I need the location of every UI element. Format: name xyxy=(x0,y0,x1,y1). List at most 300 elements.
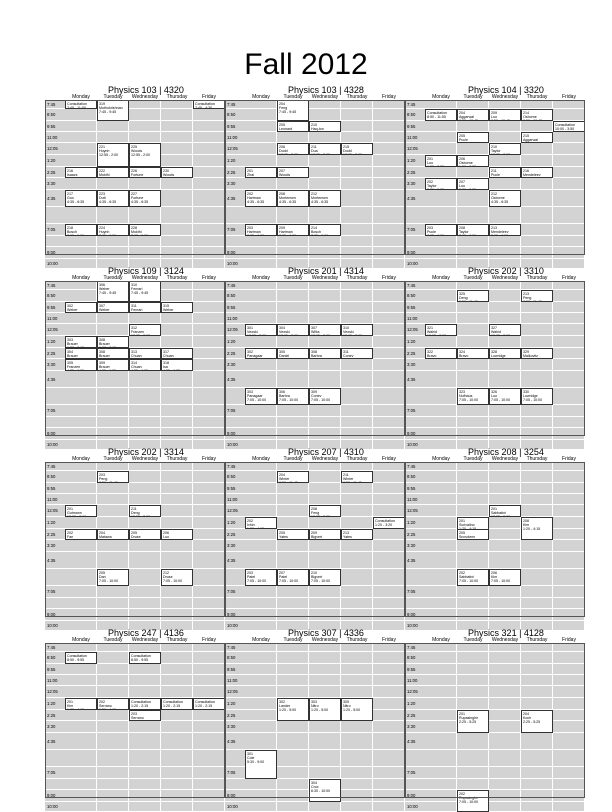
class-block[interactable] xyxy=(129,348,161,359)
slot-cell xyxy=(373,417,405,428)
class-block[interactable] xyxy=(489,569,521,586)
class-block[interactable] xyxy=(65,167,97,178)
slot-cell xyxy=(425,686,457,698)
class-instructor: Bigvert xyxy=(311,574,323,579)
slot-cell xyxy=(341,359,373,371)
class-block[interactable] xyxy=(521,167,553,178)
class-block[interactable] xyxy=(245,750,277,779)
class-block[interactable] xyxy=(161,698,193,710)
time-label: 7:45 xyxy=(47,645,56,650)
slot-cell xyxy=(553,598,585,609)
slot-cell xyxy=(245,540,277,552)
time-label: 7:05 xyxy=(407,227,416,232)
day-header: Friday xyxy=(382,456,396,462)
class-time: 8:50 - 10:45 xyxy=(523,118,543,121)
slot-cell xyxy=(65,586,97,598)
class-block[interactable] xyxy=(129,505,161,517)
slot-cell xyxy=(129,779,161,790)
slot-cell xyxy=(341,767,373,779)
slot-cell xyxy=(521,675,553,686)
class-block[interactable] xyxy=(245,324,277,336)
schedule-panel xyxy=(45,85,227,266)
slot-cell xyxy=(193,750,225,767)
class-instructor: Malkovitz xyxy=(523,353,538,358)
class-instructor: Peng xyxy=(523,295,532,300)
slot-cell xyxy=(553,167,585,178)
class-section: 327 xyxy=(491,325,497,330)
class-block[interactable] xyxy=(309,121,341,132)
class-time xyxy=(459,142,487,143)
class-block[interactable] xyxy=(161,569,193,586)
class-time xyxy=(279,358,307,359)
class-block[interactable] xyxy=(489,324,521,336)
class-block[interactable] xyxy=(277,388,309,405)
time-label: 4:35 xyxy=(407,739,416,744)
class-time: 12:55 - 2:00 xyxy=(99,152,119,157)
time-grid xyxy=(405,643,585,809)
class-block[interactable] xyxy=(425,324,457,336)
class-block[interactable] xyxy=(341,143,373,155)
class-block[interactable] xyxy=(277,190,309,207)
class-time: 12:05 - 2:00 xyxy=(491,514,511,517)
time-label: 4:35 xyxy=(227,739,236,744)
class-instructor: Brauer xyxy=(99,364,110,369)
time-label: 10:00 xyxy=(407,623,418,628)
class-time xyxy=(279,539,307,540)
slot-cell xyxy=(341,371,373,388)
slot-cell xyxy=(521,190,553,207)
class-block[interactable] xyxy=(489,167,521,178)
time-label: 11:00 xyxy=(47,316,58,321)
class-block[interactable] xyxy=(97,167,129,178)
class-time: 12:05 - 2:00 xyxy=(131,333,151,336)
time-label: 9:00 xyxy=(407,612,416,617)
class-time: 12:05 - 3:00 xyxy=(343,333,363,336)
class-block[interactable] xyxy=(521,517,553,540)
class-block[interactable] xyxy=(341,698,373,721)
class-section: 218 xyxy=(67,225,73,230)
class-section: 204 xyxy=(279,101,285,106)
class-block[interactable] xyxy=(341,471,373,483)
slot-cell xyxy=(341,643,373,652)
class-block[interactable] xyxy=(309,143,341,155)
class-block[interactable] xyxy=(457,710,489,733)
class-block[interactable] xyxy=(309,505,341,517)
time-label: 10:00 xyxy=(47,261,58,266)
class-block[interactable] xyxy=(129,324,161,336)
slot-cell xyxy=(341,190,373,207)
class-section: 208 xyxy=(523,518,529,523)
slot-cell xyxy=(97,767,129,779)
slot-cell xyxy=(553,586,585,598)
class-block[interactable] xyxy=(309,324,341,336)
class-block[interactable] xyxy=(521,109,553,121)
slot-cell xyxy=(457,664,489,675)
class-section: 212 xyxy=(163,570,169,575)
slot-cell xyxy=(341,132,373,143)
class-block[interactable] xyxy=(277,529,309,540)
slot-cell xyxy=(277,598,309,609)
class-section: 217 xyxy=(67,191,73,196)
slot-cell xyxy=(373,529,405,540)
class-block[interactable] xyxy=(97,100,129,121)
class-block[interactable] xyxy=(457,109,489,121)
class-block[interactable] xyxy=(129,224,161,236)
class-time: 10:00 - 3:50 xyxy=(555,126,575,131)
class-block[interactable] xyxy=(129,143,161,167)
class-block[interactable] xyxy=(97,143,129,167)
class-block[interactable] xyxy=(65,529,97,540)
slot-cell xyxy=(277,540,309,552)
slot-cell xyxy=(425,100,457,109)
slot-cell xyxy=(489,281,521,290)
class-block[interactable] xyxy=(65,302,97,313)
class-block[interactable] xyxy=(97,359,129,371)
slot-cell xyxy=(341,281,373,290)
slot-cell xyxy=(309,109,341,121)
class-block[interactable] xyxy=(129,529,161,540)
slot-cell xyxy=(309,100,341,109)
class-block[interactable] xyxy=(457,132,489,143)
class-block[interactable] xyxy=(457,569,489,586)
class-block[interactable] xyxy=(457,388,489,405)
class-block[interactable] xyxy=(97,529,129,540)
class-block[interactable] xyxy=(129,281,161,302)
class-block[interactable] xyxy=(65,100,97,109)
class-section: 208 xyxy=(459,225,465,230)
class-time: 8:50 - 11:45 xyxy=(99,480,118,483)
class-block[interactable] xyxy=(129,652,161,664)
time-label: 12:05 xyxy=(227,508,238,513)
slot-cell xyxy=(193,494,225,505)
class-block[interactable] xyxy=(277,143,309,155)
class-block[interactable] xyxy=(277,224,309,236)
class-instructor: Luo xyxy=(459,183,465,188)
slot-cell xyxy=(341,100,373,109)
class-block[interactable] xyxy=(97,698,129,710)
class-block[interactable] xyxy=(489,348,521,359)
class-block[interactable] xyxy=(489,190,521,207)
class-block[interactable] xyxy=(457,290,489,302)
class-block[interactable] xyxy=(553,121,585,132)
class-block[interactable] xyxy=(97,471,129,483)
slot-cell xyxy=(457,733,489,750)
class-block[interactable] xyxy=(129,359,161,371)
class-block[interactable] xyxy=(245,388,277,405)
class-block[interactable] xyxy=(489,143,521,155)
class-instructor: Brauer xyxy=(99,341,110,346)
day-header: Friday xyxy=(382,94,396,100)
class-time: 7:05 - 9:00 xyxy=(67,233,85,236)
class-block[interactable] xyxy=(457,224,489,236)
class-block[interactable] xyxy=(129,190,161,207)
class-block[interactable] xyxy=(457,155,489,167)
class-block[interactable] xyxy=(161,302,193,313)
class-block[interactable] xyxy=(425,348,457,359)
slot-cell xyxy=(193,143,225,155)
slot-cell xyxy=(277,281,309,290)
day-header: Monday xyxy=(252,94,270,100)
slot-cell xyxy=(373,405,405,417)
class-block[interactable] xyxy=(97,281,129,302)
time-label: 9:00 xyxy=(227,250,236,255)
slot-cell xyxy=(161,417,193,428)
class-block[interactable] xyxy=(425,178,457,190)
class-block[interactable] xyxy=(341,529,373,540)
class-block[interactable] xyxy=(245,167,277,178)
class-instructor: Rupasinghe xyxy=(459,715,479,720)
class-block[interactable] xyxy=(129,167,161,178)
class-instructor: Franzen xyxy=(131,329,145,334)
slot-cell xyxy=(309,302,341,313)
class-block[interactable] xyxy=(277,167,309,178)
time-label xyxy=(45,207,65,224)
slot-cell xyxy=(65,733,97,750)
slot-cell xyxy=(553,750,585,767)
slot-cell xyxy=(373,143,405,155)
class-block[interactable] xyxy=(97,569,129,586)
slot-cell xyxy=(553,281,585,290)
slot-cell xyxy=(65,664,97,675)
time-label xyxy=(45,569,65,586)
class-block[interactable] xyxy=(489,505,521,517)
slot-cell xyxy=(129,540,161,552)
slot-cell xyxy=(489,417,521,428)
slot-cell xyxy=(193,598,225,609)
slot-cell xyxy=(97,132,129,143)
slot-cell xyxy=(341,236,373,247)
class-block[interactable] xyxy=(129,698,161,710)
slot-cell xyxy=(489,529,521,540)
time-label: 7:45 xyxy=(407,645,416,650)
class-block[interactable] xyxy=(373,517,405,529)
class-time: 8:50 - 11:45 xyxy=(279,480,298,483)
slot-cell xyxy=(277,178,309,190)
slot-cell xyxy=(425,313,457,324)
class-block[interactable] xyxy=(341,324,373,336)
slot-cell xyxy=(553,371,585,388)
time-label: 9:00 xyxy=(227,431,236,436)
class-block[interactable] xyxy=(245,190,277,207)
class-block[interactable] xyxy=(277,471,309,483)
slot-cell xyxy=(245,790,277,802)
slot-cell xyxy=(489,675,521,686)
class-block[interactable] xyxy=(309,224,341,236)
time-label xyxy=(45,779,65,790)
class-block[interactable] xyxy=(65,336,97,348)
class-block[interactable] xyxy=(277,698,309,721)
class-instructor: Osborne xyxy=(523,114,537,119)
class-block[interactable] xyxy=(341,348,373,359)
class-time: 4:35 - 6:35 xyxy=(67,199,85,204)
slot-cell xyxy=(245,609,277,621)
class-time: 4:35 - 6:35 xyxy=(131,199,149,204)
class-block[interactable] xyxy=(129,302,161,313)
day-header: Thursday xyxy=(166,94,188,100)
class-block[interactable] xyxy=(161,529,193,540)
class-instructor: Hartman xyxy=(247,229,261,234)
class-section: 202 xyxy=(67,530,73,535)
class-block[interactable] xyxy=(309,388,341,405)
class-section: 305 xyxy=(67,360,73,365)
class-block[interactable] xyxy=(309,348,341,359)
class-block[interactable] xyxy=(65,190,97,207)
slot-cell xyxy=(489,710,521,721)
slot-cell xyxy=(277,359,309,371)
slot-cell xyxy=(277,686,309,698)
class-block[interactable] xyxy=(277,121,309,132)
slot-cell xyxy=(193,552,225,569)
slot-cell xyxy=(521,313,553,324)
day-header: Monday xyxy=(252,456,270,462)
class-instructor: Mokthi xyxy=(99,172,110,177)
panel-title: Physics 103 | 4320 xyxy=(108,85,184,95)
class-time: 8:50 - 10:45 xyxy=(459,118,479,121)
class-instructor: Luo xyxy=(491,393,497,398)
class-section: 215 xyxy=(343,144,349,149)
class-block[interactable] xyxy=(277,569,309,586)
class-block[interactable] xyxy=(65,505,97,517)
slot-cell xyxy=(457,552,489,569)
time-label: 8:50 xyxy=(407,655,416,660)
class-block[interactable] xyxy=(193,698,225,710)
class-block[interactable] xyxy=(309,698,341,721)
slot-cell xyxy=(553,710,585,721)
slot-cell xyxy=(161,428,193,440)
class-block[interactable] xyxy=(245,569,277,586)
class-instructor: Veoski xyxy=(343,329,354,334)
slot-cell xyxy=(65,121,97,132)
slot-cell xyxy=(161,802,193,812)
class-section: 318 xyxy=(163,360,169,365)
slot-cell xyxy=(521,750,553,767)
class-instructor: Luo xyxy=(427,160,433,165)
class-block[interactable] xyxy=(521,348,553,359)
slot-cell xyxy=(161,643,193,652)
slot-cell xyxy=(373,428,405,440)
class-block[interactable] xyxy=(425,155,457,167)
class-block[interactable] xyxy=(65,359,97,371)
time-label: 7:05 xyxy=(407,408,416,413)
slot-cell xyxy=(161,721,193,733)
slot-cell xyxy=(373,643,405,652)
slot-cell xyxy=(457,540,489,552)
class-block[interactable] xyxy=(129,710,161,721)
class-block[interactable] xyxy=(309,569,341,586)
class-instructor: Zhai xyxy=(247,172,254,177)
slot-cell xyxy=(425,494,457,505)
class-block[interactable] xyxy=(65,224,97,236)
slot-cell xyxy=(193,517,225,529)
slot-cell xyxy=(521,609,553,621)
class-block[interactable] xyxy=(425,109,457,121)
class-block[interactable] xyxy=(457,348,489,359)
class-instructor: Fortune xyxy=(131,172,144,177)
schedule-panel xyxy=(225,85,407,266)
class-instructor: Dodd xyxy=(279,148,288,153)
class-block[interactable] xyxy=(309,190,341,207)
slot-cell xyxy=(553,132,585,143)
slot-cell xyxy=(129,675,161,686)
slot-cell xyxy=(457,100,489,109)
class-block[interactable] xyxy=(521,290,553,302)
class-block[interactable] xyxy=(97,190,129,207)
slot-cell xyxy=(65,313,97,324)
class-block[interactable] xyxy=(457,529,489,540)
slot-cell xyxy=(245,779,277,790)
class-block[interactable] xyxy=(193,100,225,109)
class-block[interactable] xyxy=(457,790,489,812)
class-block[interactable] xyxy=(97,336,129,348)
class-section: 305 xyxy=(279,349,285,354)
slot-cell xyxy=(457,281,489,290)
slot-cell xyxy=(193,710,225,721)
class-block[interactable] xyxy=(97,224,129,236)
slot-cell xyxy=(457,675,489,686)
class-block[interactable] xyxy=(309,529,341,540)
time-label: 11:00 xyxy=(227,678,238,683)
slot-cell xyxy=(245,405,277,417)
class-block[interactable] xyxy=(489,388,521,405)
slot-cell xyxy=(373,779,405,790)
class-block[interactable] xyxy=(245,517,277,529)
time-label: 1:20 xyxy=(407,701,416,706)
slot-cell xyxy=(277,609,309,621)
slot-cell xyxy=(129,552,161,569)
slot-cell xyxy=(161,767,193,779)
class-block[interactable] xyxy=(245,224,277,236)
time-label: 9:55 xyxy=(227,486,236,491)
day-header: Thursday xyxy=(166,637,188,643)
class-block[interactable] xyxy=(521,388,553,405)
slot-cell xyxy=(129,598,161,609)
class-block[interactable] xyxy=(309,779,341,802)
class-block[interactable] xyxy=(521,710,553,733)
class-block[interactable] xyxy=(489,109,521,121)
class-block[interactable] xyxy=(277,100,309,121)
class-block[interactable] xyxy=(489,224,521,236)
class-section: 321 xyxy=(427,325,433,330)
class-time: 1:20 - 2:15 xyxy=(131,703,149,708)
class-block[interactable] xyxy=(245,348,277,359)
slot-cell xyxy=(341,167,373,178)
class-block[interactable] xyxy=(65,652,97,664)
slot-cell xyxy=(65,178,97,190)
class-block[interactable] xyxy=(161,348,193,359)
class-instructor: Bravo xyxy=(427,353,437,358)
class-block[interactable] xyxy=(97,302,129,313)
slot-cell xyxy=(457,483,489,494)
time-grid xyxy=(405,462,585,628)
class-instructor: Weber xyxy=(99,286,110,291)
class-block[interactable] xyxy=(521,132,553,143)
class-block[interactable] xyxy=(277,348,309,359)
class-block[interactable] xyxy=(161,359,193,371)
class-time: 8:50 - 10:45 xyxy=(491,118,511,121)
slot-cell xyxy=(373,721,405,733)
class-block[interactable] xyxy=(425,224,457,236)
slot-cell xyxy=(489,462,521,471)
time-label xyxy=(225,750,245,767)
class-block[interactable] xyxy=(65,698,97,710)
slot-cell xyxy=(489,494,521,505)
class-block[interactable] xyxy=(161,167,193,178)
time-label: 7:05 xyxy=(407,589,416,594)
slot-cell xyxy=(161,505,193,517)
class-block[interactable] xyxy=(277,324,309,336)
class-block[interactable] xyxy=(457,178,489,190)
slot-cell xyxy=(65,779,97,790)
